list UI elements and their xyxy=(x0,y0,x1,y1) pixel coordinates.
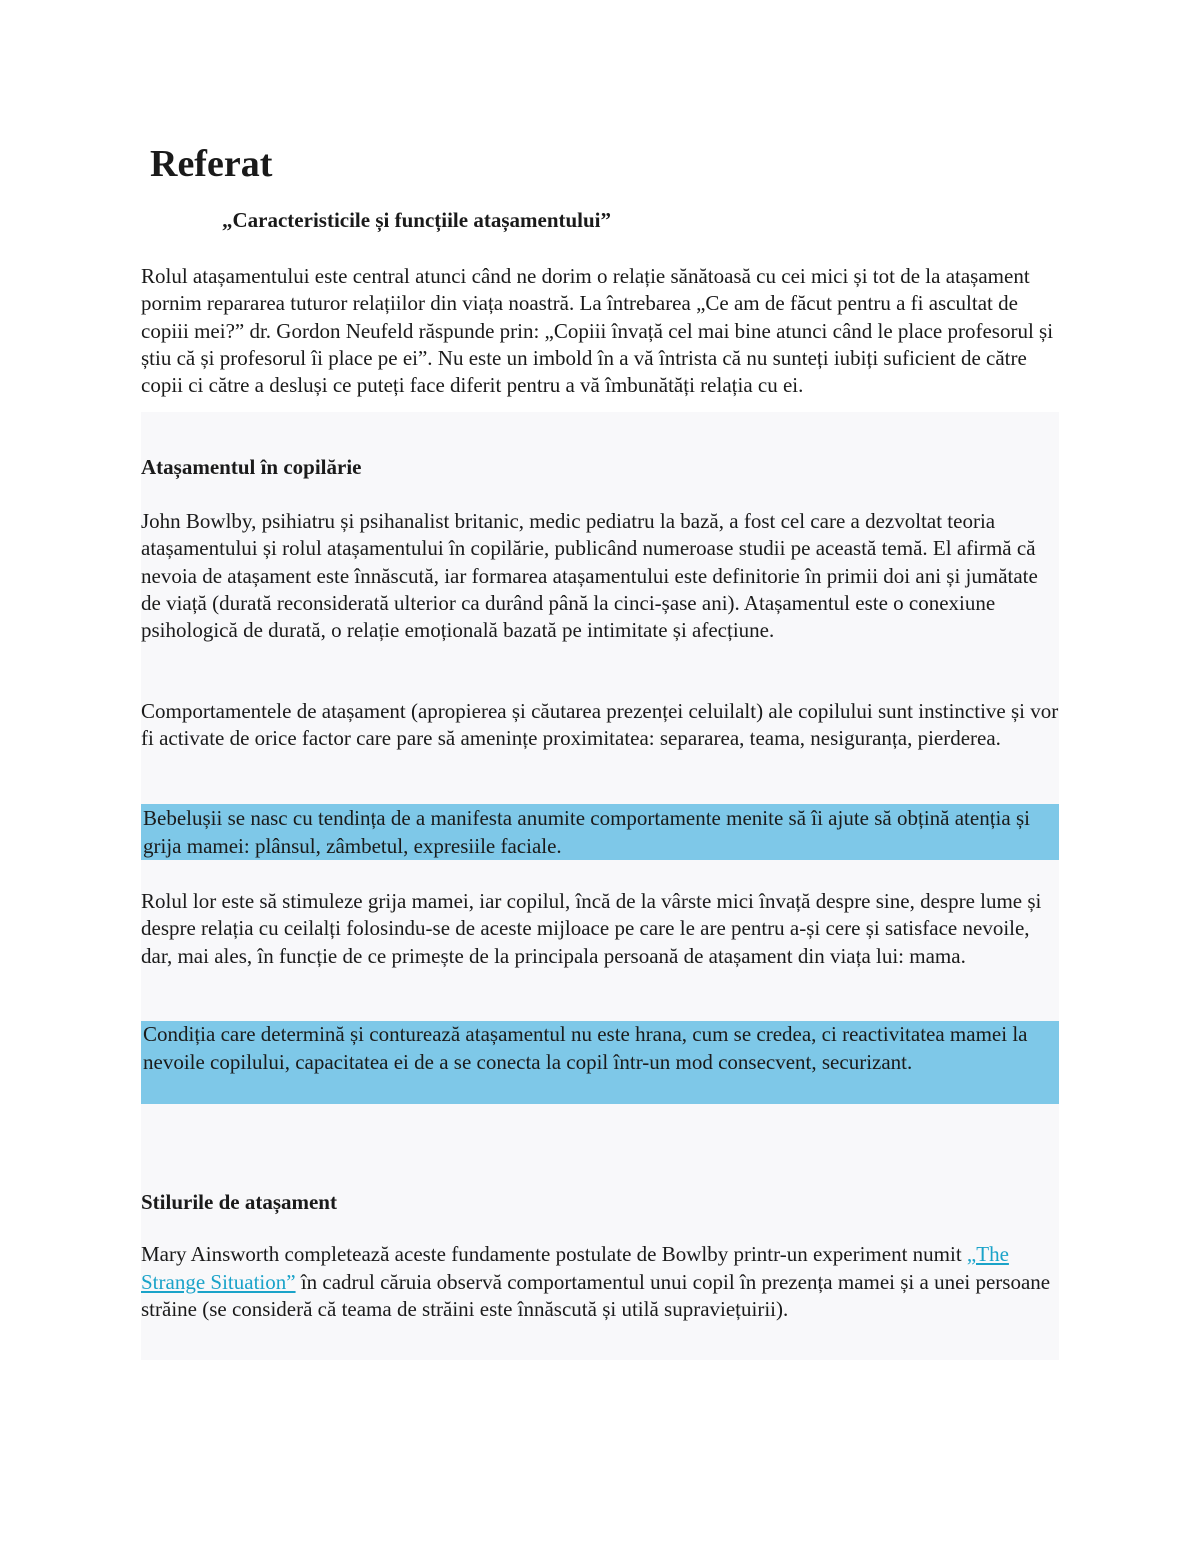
highlighted-paragraph-babies: Bebelușii se nasc cu tendința de a manifesta anumite comportamente menite să îi ajute să obțină atenția și grija mamei: plânsul, zâmbetul, expresiile faciale. xyxy=(141,804,1059,860)
document-title: Referat xyxy=(150,143,273,185)
document-subtitle: „Caracteristicile și funcțiile atașamentului” xyxy=(222,208,612,232)
ainsworth-text-after: în cadrul căruia observă comportamentul unui copil în prezența mamei și a unei persoane străine (se consideră că teama de străini este înnăscută și utilă supraviețuirii). xyxy=(141,1269,1051,1321)
intro-paragraph: Rolul atașamentului este central atunci când ne dorim o relație sănătoasă cu cei mici și tot de la atașament pornim repararea tuturor relațiilor din viața noastră. La întrebarea „Ce am de făcut pentru a fi ascultat de copiii mei?” dr. Gordon Neufeld răspunde prin: „Copiii învață cel mai bine atunci când le place profesorul și știu că și profesorul îi place pe ei”. Nu este un imbold în a vă întrista că nu sunteți iubiți suficient de către copii ci către a desluși ce puteți face diferit pentru a vă îmbunătăți relația cu ei. xyxy=(141,264,1054,398)
highlighted-paragraph-condition: Condiția care determină și conturează atașamentul nu este hrana, cum se credea, ci reactivitatea mamei la nevoile copilului, capacitatea ei de a se conecta la copil într-un mod consecvent, securizant. xyxy=(141,1021,1059,1104)
ainsworth-text-before: Mary Ainsworth completează aceste fundamente postulate de Bowlby printr-un experiment numit xyxy=(141,1242,967,1266)
bowlby-paragraph: John Bowlby, psihiatru și psihanalist britanic, medic pediatru la bază, a fost cel care a dezvoltat teoria atașamentului și rolul atașamentului în copilărie, publicând numeroase studii pe această temă. El afirmă că nevoia de atașament este înnăscută, iar formarea atașamentului este definitorie în primii doi ani și jumătate de viață (durată reconsiderată ulterior ca durând până la cinci-șase ani). Atașamentul este o conexiune psihologică de durată, o relație emoțională bazată pe intimitate și afecțiune. xyxy=(141,509,1038,643)
role-paragraph: Rolul lor este să stimuleze grija mamei, iar copilul, încă de la vârste mici învață despre sine, despre lume și despre relația cu ceilalți folosindu-se de aceste mijloace pe care le are pentru a-și cere și satisface nevoile, dar, mai ales, în funcție de ce primește de la principala persoană de atașament din viața lui: mama. xyxy=(141,889,1042,968)
section-heading-childhood: Atașamentul în copilărie xyxy=(141,455,362,479)
ainsworth-paragraph xyxy=(141,1241,1059,1324)
behaviors-paragraph: Comportamentele de atașament (apropierea și căutarea prezenței celuilalt) ale copilului sunt instinctive și vor fi activate de orice factor care pare să amenințe proximitatea: separarea, teama, nesiguranța, pierderea. xyxy=(141,699,1059,751)
strange-situation-link[interactable]: „The Strange Situation” xyxy=(141,1242,1009,1294)
section-heading-styles: Stilurile de atașament xyxy=(141,1190,337,1214)
